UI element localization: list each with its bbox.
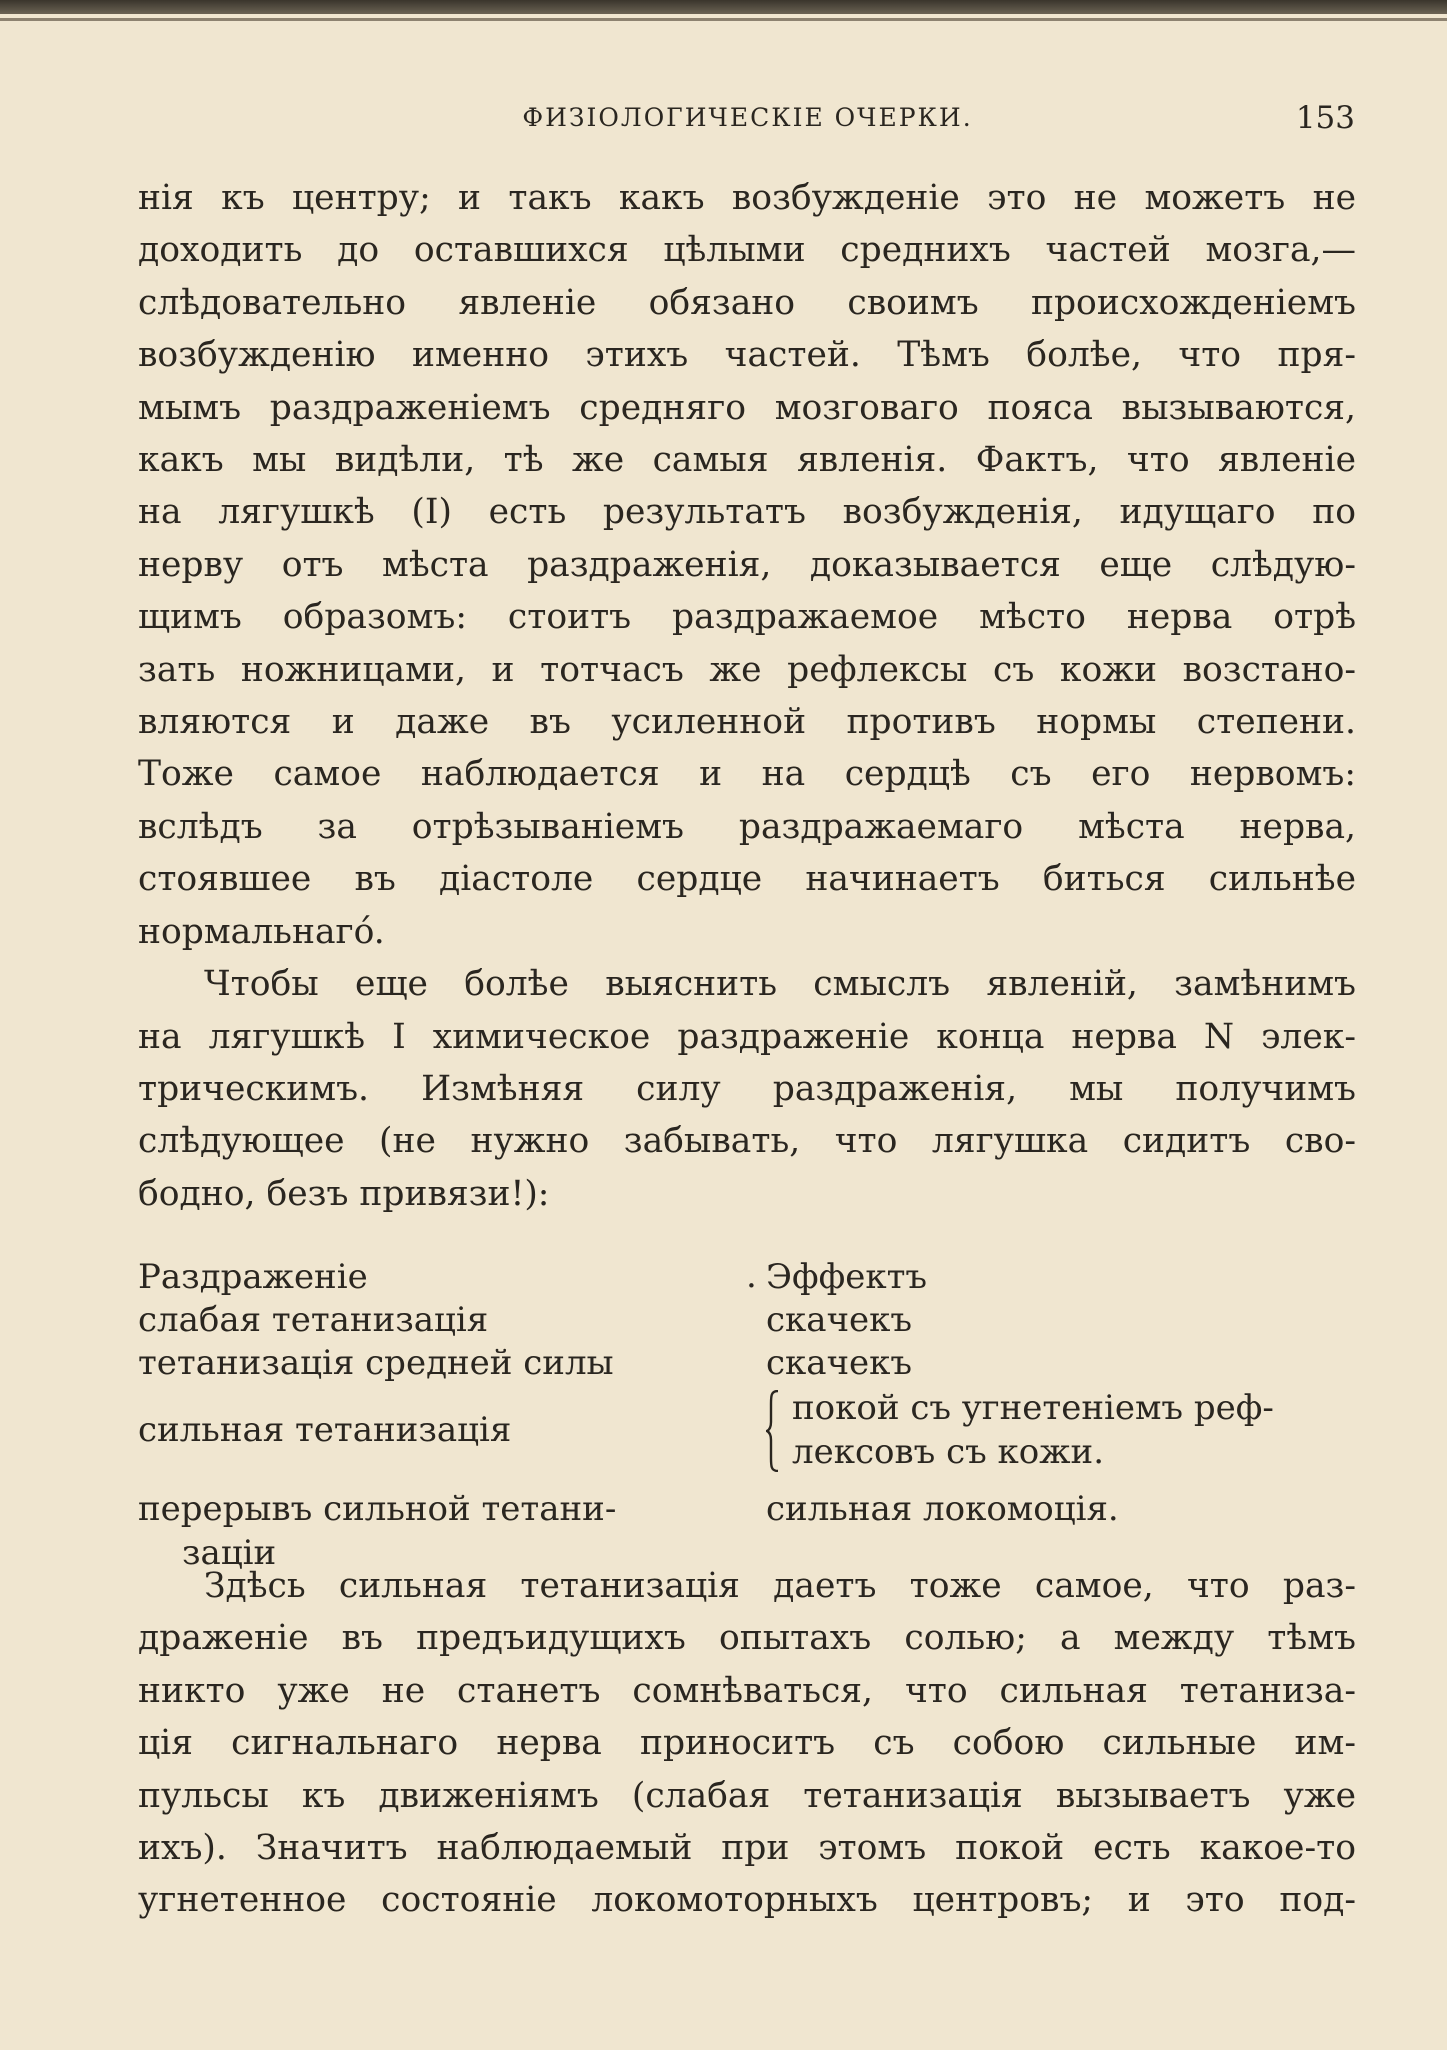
text-line: доходить до оставшихся цѣлыми среднихъ частей мозга,— bbox=[138, 230, 1356, 271]
text-line: Тоже самое наблюдается и на сердцѣ съ его нервомъ: bbox=[138, 754, 1356, 795]
text-line: нормальнагó. bbox=[138, 911, 385, 952]
table-header-row bbox=[138, 1256, 1356, 1299]
text-line: нерву отъ мѣста раздраженія, доказывается еще слѣдую- bbox=[138, 544, 1356, 585]
text-line: слѣдующее (не нужно забывать, что лягушка сидитъ сво- bbox=[138, 1121, 1356, 1162]
table-row bbox=[138, 1385, 1356, 1475]
leader-dot: . bbox=[746, 1256, 757, 1296]
column-header-stimulus: Раздраженіе bbox=[138, 1257, 368, 1297]
page-top-rule bbox=[0, 18, 1447, 21]
column-header-effect: Эффектъ bbox=[766, 1257, 928, 1297]
text-line: щимъ образомъ: стоитъ раздражаемое мѣсто нерва отрѣ bbox=[138, 597, 1356, 638]
table-row bbox=[138, 1487, 1356, 1531]
effect-cell-line: покой съ угнетеніемъ реф- bbox=[792, 1388, 1274, 1428]
text-line: мымъ раздраженіемъ средняго мозговаго пояса вызываются, bbox=[138, 387, 1356, 428]
effect-cell-line: лексовъ съ кожи. bbox=[792, 1432, 1105, 1472]
curly-brace-icon bbox=[766, 1390, 780, 1472]
effect-cell: сильная локомоція. bbox=[766, 1488, 1119, 1529]
text-line: какъ мы видѣли, тѣ же самыя явленія. Фактъ, что явленіе bbox=[138, 440, 1356, 481]
page-top-edge bbox=[0, 0, 1447, 14]
text-line: слѣдовательно явленіе обязано своимъ происхожденіемъ bbox=[138, 282, 1356, 323]
text-line: Чтобы еще болѣе выяснить смыслъ явленій, замѣнимъ bbox=[204, 964, 1356, 1005]
effect-cell: скачекъ bbox=[766, 1343, 913, 1383]
text-line: никто уже не станетъ сомнѣваться, что сильная тетаниза- bbox=[138, 1670, 1356, 1711]
stimulus-cell: слабая тетанизація bbox=[138, 1300, 489, 1340]
text-line: нія къ центру; и такъ какъ возбужденіе это не можетъ не bbox=[138, 178, 1356, 218]
effect-cell: скачекъ bbox=[766, 1300, 913, 1340]
running-title: ФИЗІОЛОГИЧЕСКІЕ ОЧЕРКИ. bbox=[522, 103, 973, 132]
text-line: ихъ). Значитъ наблюдаемый при этомъ покой есть какое-то bbox=[138, 1828, 1356, 1869]
stimulus-cell: тетанизація средней силы bbox=[138, 1343, 614, 1383]
text-line: трическимъ. Измѣняя силу раздраженія, мы получимъ bbox=[138, 1068, 1356, 1109]
stimulus-cell: сильная тетанизація bbox=[138, 1409, 512, 1450]
text-line: на лягушкѣ (I) есть результатъ возбужденія, идущаго по bbox=[138, 492, 1356, 533]
text-line: Здѣсь сильная тетанизація даетъ тоже самое, что раз- bbox=[204, 1566, 1356, 1606]
text-line: зать ножницами, и тотчасъ же рефлексы съ кожи возстано- bbox=[138, 649, 1356, 690]
paragraph-3 bbox=[138, 1560, 1356, 1927]
page-number: 153 bbox=[1295, 100, 1355, 136]
text-line: драженіе въ предъидущихъ опытахъ солью; а между тѣмъ bbox=[138, 1618, 1356, 1659]
stimulus-effect-table bbox=[138, 1256, 1356, 1575]
page-header bbox=[140, 98, 1355, 138]
paragraph-1 bbox=[138, 172, 1356, 1220]
text-line: пульсы къ движеніямъ (слабая тетанизація вызываетъ уже bbox=[138, 1775, 1356, 1816]
stimulus-cell-continuation: заціи bbox=[182, 1532, 277, 1573]
text-line: бодно, безъ привязи!): bbox=[138, 1173, 550, 1214]
table-row bbox=[138, 1299, 1356, 1342]
table-row bbox=[138, 1342, 1356, 1385]
stimulus-cell: перерывъ сильной тетани- bbox=[138, 1488, 617, 1529]
text-line: вляются и даже въ усиленной противъ нормы степени. bbox=[138, 702, 1356, 743]
text-line: ція сигнальнаго нерва приноситъ съ собою сильные им- bbox=[138, 1723, 1356, 1764]
text-line: возбужденію именно этихъ частей. Тѣмъ болѣе, что пря- bbox=[138, 335, 1356, 376]
text-line: вслѣдъ за отрѣзываніемъ раздражаемаго мѣста нерва, bbox=[138, 806, 1356, 847]
text-line: на лягушкѣ I химическое раздраженіе конца нерва N элек- bbox=[138, 1016, 1356, 1057]
text-line: стоявшее въ діастоле сердце начинаетъ биться сильнѣе bbox=[138, 859, 1356, 900]
text-line: угнетенное состояніе локомоторныхъ центровъ; и это под- bbox=[138, 1880, 1356, 1921]
